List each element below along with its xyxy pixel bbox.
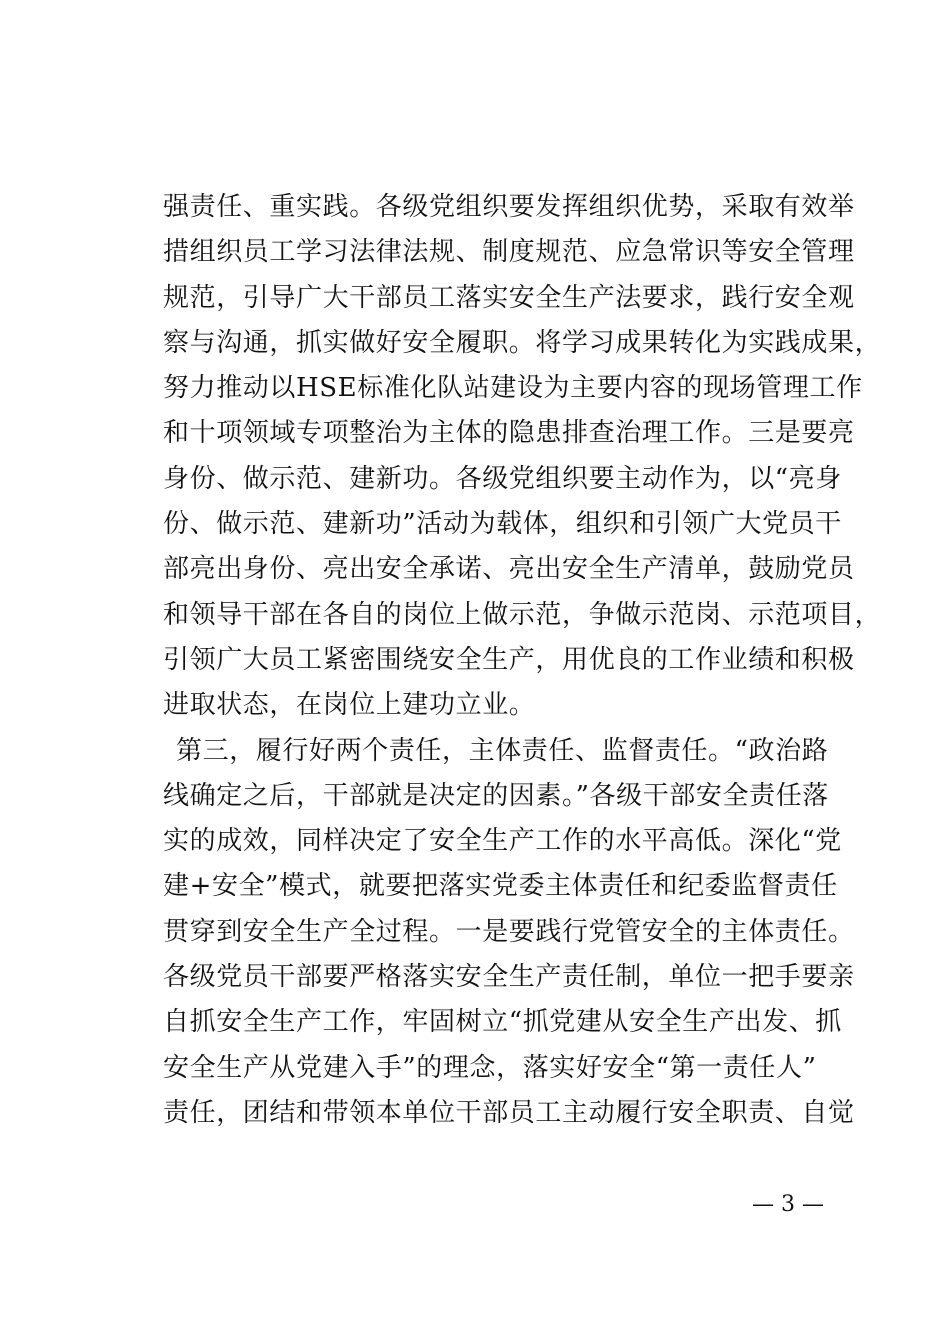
text-line: 和十项领域专项整治为主体的隐患排查治理工作。三是要亮: [163, 418, 855, 449]
text-line: 察与沟通，抓实做好安全履职。将学习成果转化为实践成果，: [163, 327, 882, 358]
page-number: — 3 —: [752, 1192, 824, 1217]
text-line: 进取状态，在岗位上建功立业。: [163, 690, 536, 721]
text-line: 自抓安全生产工作，牢固树立“抓党建从安全生产出发、抓: [163, 1007, 842, 1038]
text-line: 努力推动以HSE标准化队站建设为主要内容的现场管理工作: [163, 373, 863, 404]
text-line: 措组织员工学习法律法规、制度规范、应急常识等安全管理: [163, 237, 855, 268]
text-line: 责任，团结和带领本单位干部员工主动履行安全职责、自觉: [163, 1097, 855, 1128]
text-line: 各级党员干部要严格落实安全生产责任制，单位一把手要亲: [163, 962, 855, 993]
text-line: 规范，引导广大干部员工落实安全生产法要求，践行安全观: [163, 282, 855, 313]
paragraph-start-line: 第三，履行好两个责任，主体责任、监督责任。“政治路: [176, 735, 829, 766]
text-line: 建+安全”模式，就要把落实党委主体责任和纪委监督责任: [163, 871, 838, 902]
text-line: 线确定之后，干部就是决定的因素。”各级干部安全责任落: [163, 780, 829, 811]
text-line: 强责任、重实践。各级党组织要发挥组织优势，采取有效举: [163, 192, 855, 222]
text-line: 份、做示范、建新功”活动为载体，组织和引领广大党员干: [163, 509, 842, 540]
text-line: 部亮出身份、亮出安全承诺、亮出安全生产清单，鼓励党员: [163, 554, 855, 585]
text-line: 和领导干部在各自的岗位上做示范，争做示范岗、示范项目，: [163, 599, 882, 630]
text-line: 引领广大员工紧密围绕安全生产，用优良的工作业绩和积极: [163, 644, 855, 675]
body-text: [163, 185, 882, 1136]
text-line: 贯穿到安全生产全过程。一是要践行党管安全的主体责任。: [163, 916, 855, 947]
text-line: 身份、做示范、建新功。各级党组织要主动作为，以“亮身: [163, 463, 842, 494]
text-line: 实的成效，同样决定了安全生产工作的水平高低。深化“党: [163, 826, 842, 857]
text-line: 安全生产从党建入手”的理念，落实好安全“第一责任人”: [163, 1052, 817, 1083]
